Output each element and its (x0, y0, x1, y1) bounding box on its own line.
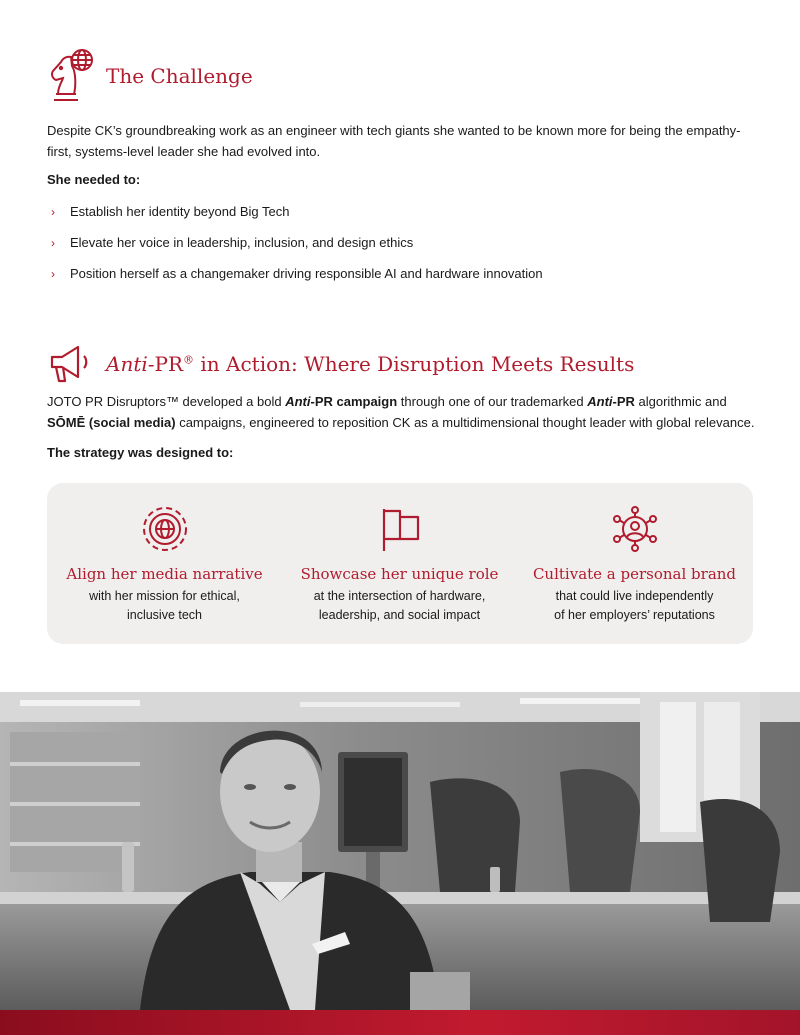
list-item: › Establish her identity beyond Big Tech (47, 203, 543, 234)
needs-list (47, 203, 543, 296)
strategy-heading-3: Cultivate a personal brand (532, 565, 737, 583)
antipr-title: Anti-PR® in Action: Where Disruption Meets Results (106, 352, 635, 376)
strategy-heading-1: Align her media narrative (66, 565, 263, 583)
footer-color-bar (0, 1010, 800, 1035)
chevron-right-icon: › (51, 236, 55, 250)
chevron-right-icon: › (51, 267, 55, 281)
challenge-title: The Challenge (106, 64, 253, 88)
chevron-right-icon: › (51, 205, 55, 219)
flag-icon (376, 505, 424, 553)
antipr-header (46, 343, 634, 385)
list-item: › Elevate her voice in leadership, inclusion, and design ethics (47, 234, 543, 265)
needs-heading: She needed to: (47, 172, 141, 187)
person-network-icon (611, 505, 659, 553)
list-item: › Position herself as a changemaker driving responsible AI and hardware innovation (47, 265, 543, 296)
strategy-card: Align her media narrative with her mission for ethical, inclusive tech Showcase her unique role at the intersection of hardware, leadership, and social impact Cultivate a personal brand that could live independently of her employers’ reputations (47, 483, 753, 644)
challenge-intro: Despite CK’s groundbreaking work as an engineer with tech giants she wanted to be known more for being the empathy-first, systems-level leader she had evolved into. (47, 123, 741, 159)
challenge-header (46, 46, 253, 104)
photo-illustration (0, 692, 800, 1010)
megaphone-icon (46, 343, 94, 385)
office-portrait-photo (0, 692, 800, 1010)
strategy-heading: The strategy was designed to: (47, 445, 234, 460)
antipr-body: JOTO PR Disruptors™ developed a bold Anti-PR campaign through one of our trademarked Anti-PR algorithmic and SŌMĒ (social media) campaigns, engineered to reposition CK as a multidimensional thought leader with global relevance. (47, 394, 755, 430)
globe-target-icon (141, 505, 189, 553)
strategy-heading-2: Showcase her unique role (300, 565, 499, 583)
chess-knight-globe-icon (46, 46, 96, 104)
